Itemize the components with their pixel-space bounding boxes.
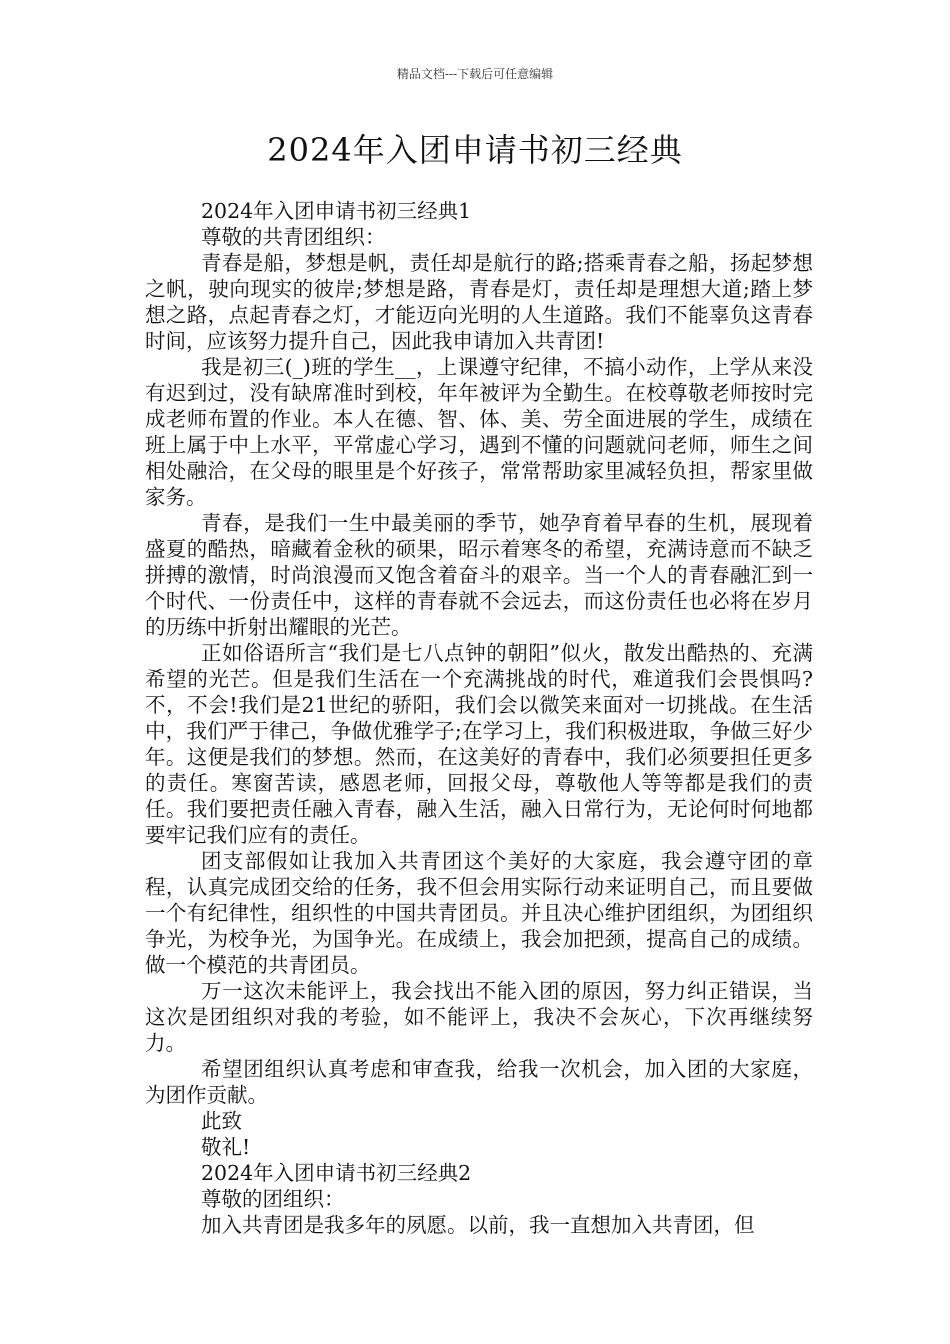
salutation-2: 尊敬的团组织： bbox=[201, 1187, 345, 1211]
paragraph-6: 万一这次未能评上，我会找出不能入团的原因，努力纠正错误，当这次是团组织对我的考验，如不能评上，我决不会灰心，下次再继续努力。 bbox=[145, 979, 813, 1055]
paragraph-4: 正如俗语所言“我们是七八点钟的朝阳”似火，散发出酷热的、充满希望的光芒。但是我们生活在一个充满挑战的时代，难道我们会畏惧吗?不，不会!我们是21世纪的骄阳，我们会以微笑来面对一切挑战。在生活中，我们严于律己，争做优雅学子;在学习上，我们积极进取，争做三好少年。这便是我们的梦想。然而，在这美好的青春中，我们必须要担任更多的责任。寒窗苦读，感恩老师，回报父母，尊敬他人等等都是我们的责任。我们要把责任融入青春，融入生活，融入日常行为，无论何时何地都要牢记我们应有的责任。 bbox=[145, 641, 813, 847]
paragraph-8: 加入共青团是我多年的夙愿。以前，我一直想加入共青团，但 bbox=[201, 1213, 755, 1237]
closing-line-2: 敬礼! bbox=[201, 1135, 251, 1159]
paragraph-2: 我是初三(_)班的学生__，上课遵守纪律，不搞小动作，上学从来没有迟到过，没有缺席准时到校，年年被评为全勤生。在校尊敬老师按时完成老师布置的作业。本人在德、智、体、美、劳全面进展的学生，成绩在班上属于中上水平，平常虚心学习，遇到不懂的问题就问老师，师生之间相处融洽，在父母的眼里是个好孩子，常常帮助家里减轻负担，帮家里做家务。 bbox=[145, 355, 813, 509]
closing-line-1: 此致 bbox=[201, 1109, 242, 1133]
paragraph-5: 团支部假如让我加入共青团这个美好的大家庭，我会遵守团的章程，认真完成团交给的任务，我不但会用实际行动来证明自己，而且要做一个有纪律性，组织性的中国共青团员。并且决心维护团组织，为团组织争光，为校争光，为国争光。在成绩上，我会加把颈，提高自己的成绩。做一个模范的共青团员。 bbox=[145, 849, 813, 977]
paragraph-3: 青春，是我们一生中最美丽的季节，她孕育着早春的生机，展现着盛夏的酷热，暗藏着金秋的硕果，昭示着寒冬的希望，充满诗意而不缺乏拼搏的激情，时尚浪漫而又饱含着奋斗的艰辛。当一个人的青春融汇到一个时代、一份责任中，这样的青春就不会远去，而这份责任也必将在岁月的历练中折射出耀眼的光芒。 bbox=[145, 511, 813, 639]
page-header: 精品文档---下载后可任意编辑 bbox=[396, 67, 554, 81]
document-body bbox=[145, 198, 813, 1238]
paragraph-7: 希望团组织认真考虑和审查我，给我一次机会，加入团的大家庭，为团作贡献。 bbox=[145, 1057, 813, 1107]
paragraph-1: 青春是船，梦想是帆，责任却是航行的路;搭乘青春之船，扬起梦想之帆，驶向现实的彼岸;梦想是路，青春是灯，责任却是理想大道;踏上梦想之路，点起青春之灯，才能迈向光明的人生道路。我们不能辜负这青春时间，应该努力提升自己，因此我申请加入共青团! bbox=[145, 251, 813, 353]
section-heading-2: 2024年入团申请书初三经典2 bbox=[201, 1161, 472, 1185]
document-title: 2024年入团申请书初三经典 bbox=[267, 131, 683, 169]
salutation-1: 尊敬的共青团组织： bbox=[201, 225, 386, 249]
section-heading-1: 2024年入团申请书初三经典1 bbox=[201, 199, 472, 223]
